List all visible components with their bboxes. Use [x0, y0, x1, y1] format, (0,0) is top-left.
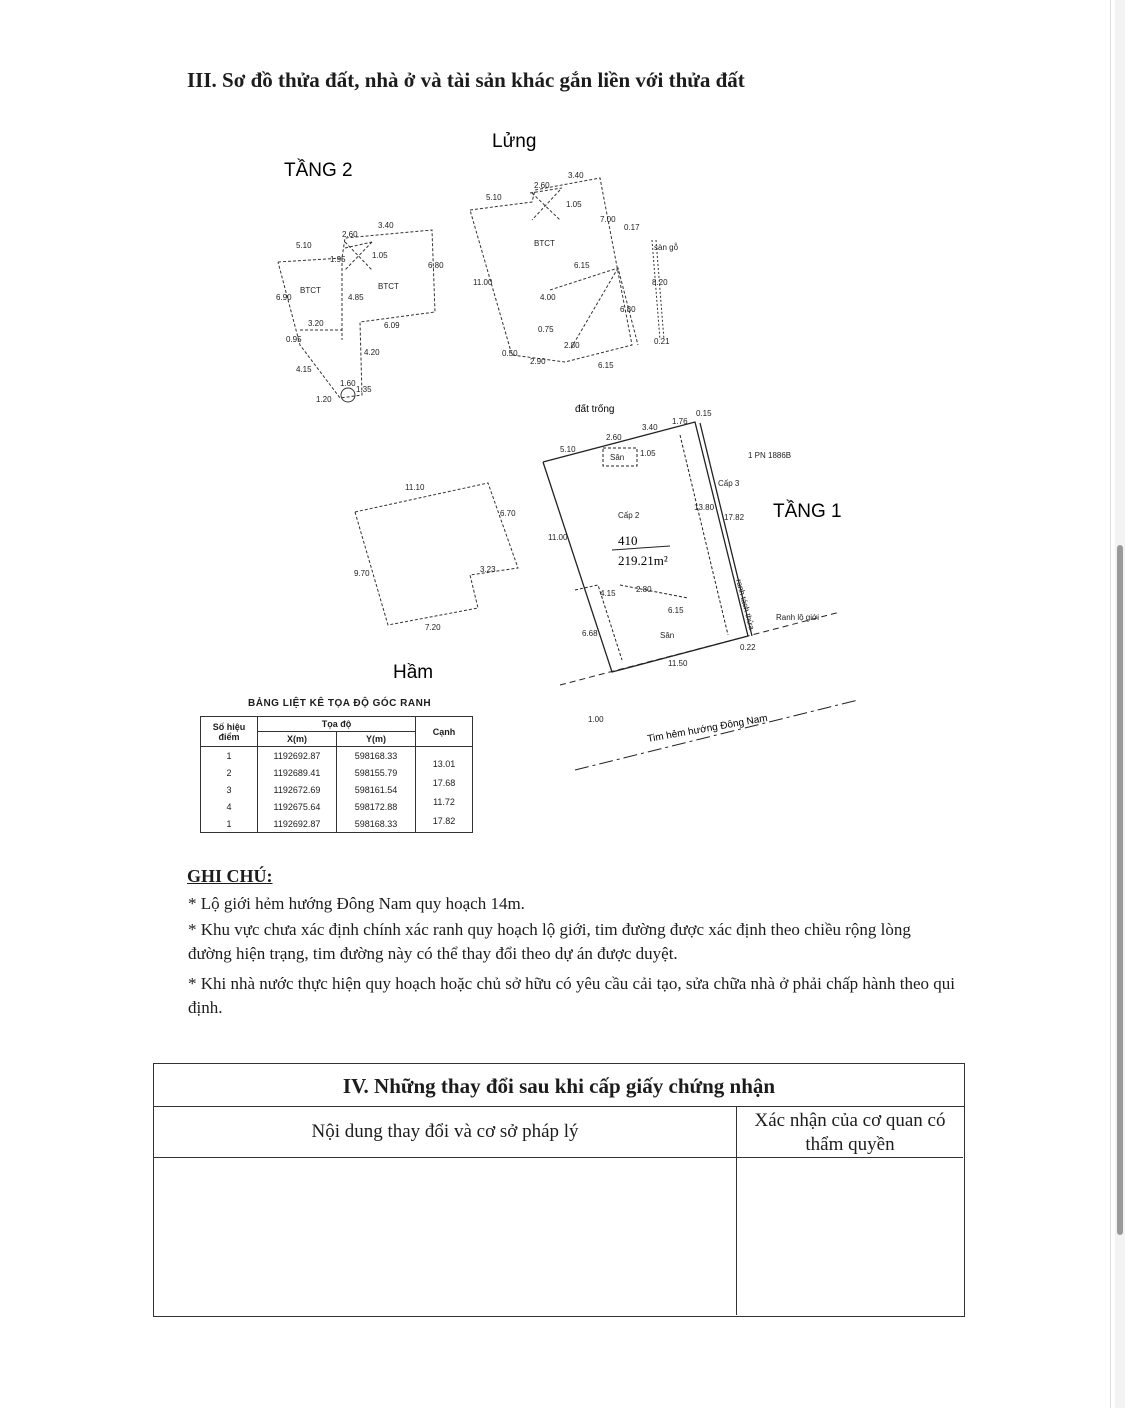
header-edge: Cạnh — [416, 717, 473, 747]
tang1-top-label: đất trống — [575, 404, 615, 415]
svg-text:0.17: 0.17 — [624, 223, 640, 232]
ham-outline — [355, 483, 518, 625]
svg-text:ranh tách thửa: ranh tách thửa — [734, 578, 757, 631]
svg-text:1.95: 1.95 — [330, 255, 346, 264]
svg-text:6.80: 6.80 — [620, 305, 636, 314]
svg-text:0.21: 0.21 — [654, 337, 670, 346]
svg-text:6.70: 6.70 — [500, 509, 516, 518]
lung-title: Lửng — [492, 131, 537, 152]
svg-text:BTCT: BTCT — [378, 282, 399, 291]
svg-text:11.00: 11.00 — [473, 278, 493, 287]
svg-text:2.60: 2.60 — [342, 230, 358, 239]
section4-title: IV. Những thay đổi sau khi cấp giấy chứng nhận — [154, 1064, 964, 1107]
table-row: 2 1192689.41 598155.79 — [201, 764, 473, 781]
svg-text:4.20: 4.20 — [364, 348, 380, 357]
scrollbar-thumb[interactable] — [1117, 545, 1123, 1235]
svg-text:Cấp 2: Cấp 2 — [618, 511, 640, 520]
svg-text:6.80: 6.80 — [428, 261, 444, 270]
svg-text:0.22: 0.22 — [740, 643, 756, 652]
svg-text:6.15: 6.15 — [668, 606, 684, 615]
svg-text:6.15: 6.15 — [598, 361, 614, 370]
svg-text:BTCT: BTCT — [534, 239, 555, 248]
svg-text:1.05: 1.05 — [566, 200, 582, 209]
header-x: X(m) — [258, 732, 337, 747]
section4-body-content — [154, 1158, 737, 1315]
svg-text:1.00: 1.00 — [588, 715, 604, 724]
coord-table-title: BẢNG LIỆT KÊ TỌA ĐỘ GÓC RANH — [248, 698, 432, 709]
svg-text:1.35: 1.35 — [356, 385, 372, 394]
header-y: Y(m) — [337, 732, 416, 747]
svg-text:0.75: 0.75 — [538, 325, 554, 334]
svg-text:17.82: 17.82 — [724, 513, 745, 522]
parcel-area: 219.21m² — [618, 553, 668, 568]
svg-text:6.09: 6.09 — [384, 321, 400, 330]
header-point: Số hiệu điểm — [201, 717, 258, 747]
svg-text:sàn gỗ: sàn gỗ — [654, 243, 679, 252]
svg-text:Ranh lộ giới: Ranh lộ giới — [776, 613, 820, 622]
section4-body-confirm — [737, 1158, 963, 1315]
header-coord: Tọa độ — [258, 717, 416, 732]
svg-text:4.85: 4.85 — [348, 293, 364, 302]
notes-title: GHI CHÚ: — [187, 866, 273, 886]
svg-text:11.00: 11.00 — [548, 533, 568, 542]
svg-text:2.90: 2.90 — [530, 357, 546, 366]
section4-table — [153, 1063, 965, 1317]
svg-text:Sân: Sân — [660, 631, 675, 640]
note-3: * Khi nhà nước thực hiện quy hoạch hoặc chủ sở hữu có yêu cầu cải tạo, sửa chữa nhà ở phải chấp hành theo qui định. — [188, 974, 955, 1017]
section3-title: III. Sơ đồ thửa đất, nhà ở và tài sản khác gắn liền với thửa đất — [187, 68, 745, 92]
coord-table — [200, 716, 473, 833]
svg-text:8.20: 8.20 — [652, 278, 668, 287]
page-edge — [1110, 0, 1111, 1408]
svg-text:9.70: 9.70 — [354, 569, 370, 578]
svg-text:6.15: 6.15 — [574, 261, 590, 270]
svg-text:5.10: 5.10 — [296, 241, 312, 250]
ham-title: Hầm — [393, 662, 434, 683]
svg-text:3.40: 3.40 — [378, 221, 394, 230]
svg-text:4.15: 4.15 — [296, 365, 312, 374]
svg-text:1.20: 1.20 — [316, 395, 332, 404]
svg-text:3.40: 3.40 — [568, 171, 584, 180]
section4-col-confirm: Xác nhận của cơ quan có thẩm quyền — [737, 1106, 963, 1158]
edge-cells: 13.01 17.68 11.72 17.82 — [416, 747, 473, 833]
svg-text:3.40: 3.40 — [642, 423, 658, 432]
svg-text:6.68: 6.68 — [582, 629, 598, 638]
note-2: * Khu vực chưa xác định chính xác ranh quy hoạch lộ giới, tim đường được xác định theo chiều rộng lòng đường hiện trạng, tim đường này có thể thay đổi theo dự án được duyệt. — [188, 920, 911, 963]
svg-text:6.90: 6.90 — [276, 293, 292, 302]
svg-text:2.60: 2.60 — [606, 433, 622, 442]
svg-text:1 PN 1886B: 1 PN 1886B — [748, 451, 792, 460]
tang1-title: TẦNG 1 — [773, 501, 842, 522]
svg-text:2.80: 2.80 — [636, 585, 652, 594]
table-row: 1 1192692.87 598168.33 13.01 17.68 11.72 17.82 — [201, 747, 473, 765]
note-1: * Lộ giới hẻm hướng Đông Nam quy hoạch 14m. — [188, 894, 525, 913]
svg-text:11.10: 11.10 — [405, 483, 425, 492]
svg-text:7.00: 7.00 — [600, 215, 616, 224]
svg-text:1.05: 1.05 — [372, 251, 388, 260]
svg-text:0.50: 0.50 — [502, 349, 518, 358]
svg-text:11.50: 11.50 — [668, 659, 688, 668]
svg-text:3.23: 3.23 — [480, 565, 496, 574]
table-row: 4 1192675.64 598172.88 — [201, 798, 473, 815]
scrollbar[interactable] — [1115, 0, 1125, 1408]
table-row: 1 1192692.87 598168.33 — [201, 815, 473, 833]
svg-text:Cấp 3: Cấp 3 — [718, 479, 740, 488]
svg-text:4.15: 4.15 — [600, 589, 616, 598]
svg-text:Sân: Sân — [610, 453, 625, 462]
section4-col-content: Nội dung thay đổi và cơ sở pháp lý — [154, 1106, 737, 1158]
svg-text:2.60: 2.60 — [534, 181, 550, 190]
svg-text:1.05: 1.05 — [640, 449, 656, 458]
svg-text:2.80: 2.80 — [564, 341, 580, 350]
svg-text:0.15: 0.15 — [696, 409, 712, 418]
svg-text:1.60: 1.60 — [340, 379, 356, 388]
svg-text:1.76: 1.76 — [672, 417, 688, 426]
svg-text:0.95: 0.95 — [286, 335, 302, 344]
svg-text:5.10: 5.10 — [486, 193, 502, 202]
tang2-title: TẦNG 2 — [284, 160, 353, 181]
svg-text:13.80: 13.80 — [694, 503, 715, 512]
table-row: 3 1192672.69 598161.54 — [201, 781, 473, 798]
svg-text:3.20: 3.20 — [308, 319, 324, 328]
road-label: Tim hẻm hướng Đông Nam — [646, 712, 769, 745]
svg-text:BTCT: BTCT — [300, 286, 321, 295]
svg-text:5.10: 5.10 — [560, 445, 576, 454]
parcel-id: 410 — [618, 533, 638, 548]
svg-text:4.00: 4.00 — [540, 293, 556, 302]
svg-text:7.20: 7.20 — [425, 623, 441, 632]
